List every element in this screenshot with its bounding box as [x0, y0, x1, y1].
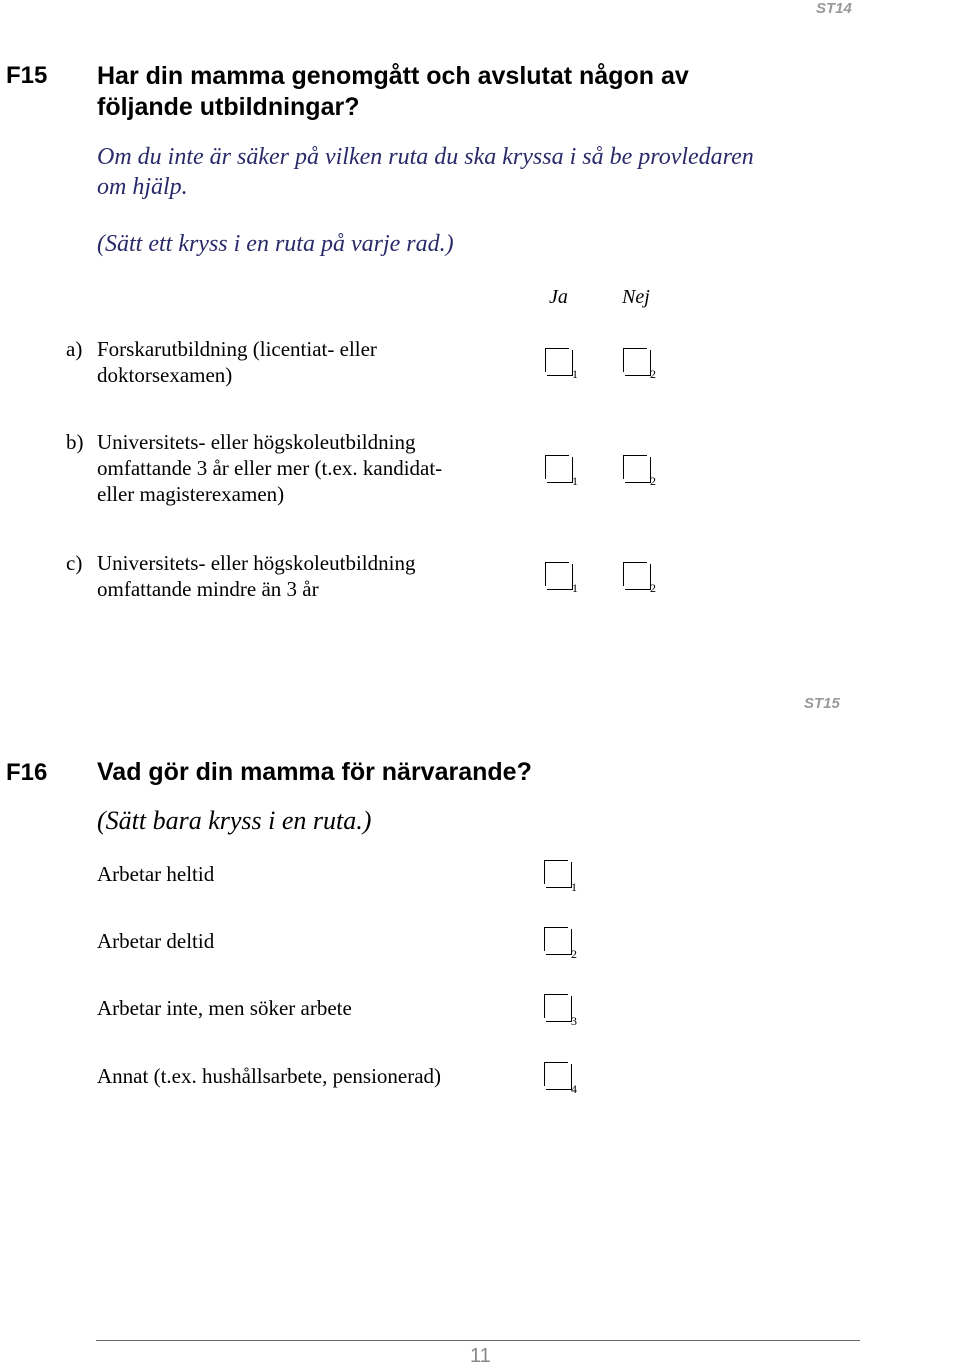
- item-line: omfattande 3 år eller mer (t.ex. kandidat-: [97, 456, 443, 480]
- option-label-1: Arbetar heltid: [97, 862, 215, 886]
- checkbox-a-no[interactable]: [623, 348, 647, 372]
- item-letter-c: c): [66, 551, 83, 575]
- option-code-4: 4: [571, 1082, 577, 1096]
- option-label-4: Annat (t.ex. hushållsarbete, pensionerad): [97, 1064, 442, 1088]
- checkbox-option-2[interactable]: [544, 927, 568, 951]
- item-line: Universitets- eller högskoleutbildning: [97, 430, 416, 454]
- instruction-f16: (Sätt bara kryss i en ruta.): [97, 806, 372, 835]
- option-code-1: 1: [571, 880, 577, 894]
- checkbox-b-yes[interactable]: [545, 455, 569, 479]
- column-header-no: Nej: [622, 286, 650, 308]
- page-code-st14: ST14: [816, 0, 852, 17]
- code-b-yes: 1: [572, 474, 578, 488]
- checkbox-a-yes[interactable]: [545, 348, 569, 372]
- help-text-f15: [97, 142, 754, 202]
- checkbox-b-no[interactable]: [623, 455, 647, 479]
- question-number-f16: F16: [6, 759, 48, 786]
- code-b-no: 2: [650, 474, 656, 488]
- help-text-line: Om du inte är säker på vilken ruta du ska kryssa i så be provledaren: [97, 144, 754, 170]
- checkbox-option-3[interactable]: [544, 994, 568, 1018]
- item-letter-b: b): [66, 430, 84, 454]
- item-text-b: [97, 429, 442, 507]
- item-line: eller magisterexamen): [97, 482, 285, 506]
- page-number: 11: [470, 1345, 491, 1367]
- column-header-yes: Ja: [549, 286, 568, 308]
- checkbox-c-yes[interactable]: [545, 562, 569, 586]
- question-title-line: följande utbildningar?: [97, 93, 360, 121]
- footer-divider: [96, 1340, 860, 1341]
- item-line: Universitets- eller högskoleutbildning: [97, 551, 416, 575]
- page-code-st15: ST15: [804, 695, 840, 712]
- option-code-3: 3: [571, 1014, 577, 1028]
- option-label-3: Arbetar inte, men söker arbete: [97, 996, 352, 1020]
- checkbox-option-4[interactable]: [544, 1062, 568, 1086]
- item-text-a: [97, 336, 377, 388]
- question-title-f15: [97, 61, 689, 123]
- code-c-yes: 1: [572, 581, 578, 595]
- code-a-yes: 1: [572, 367, 578, 381]
- help-text-line: om hjälp.: [97, 174, 188, 200]
- checkbox-option-1[interactable]: [544, 860, 568, 884]
- code-a-no: 2: [650, 367, 656, 381]
- item-line: Forskarutbildning (licentiat- eller: [97, 337, 377, 361]
- checkbox-c-no[interactable]: [623, 562, 647, 586]
- question-number-f15: F15: [6, 62, 48, 89]
- option-code-2: 2: [571, 947, 577, 961]
- item-text-c: [97, 550, 415, 602]
- item-letter-a: a): [66, 337, 83, 361]
- code-c-no: 2: [650, 581, 656, 595]
- instruction-f15: (Sätt ett kryss i en ruta på varje rad.): [97, 231, 454, 257]
- item-line: doktorsexamen): [97, 363, 233, 387]
- question-title-line: Har din mamma genomgått och avslutat någon av: [97, 62, 689, 90]
- option-label-2: Arbetar deltid: [97, 929, 215, 953]
- item-line: omfattande mindre än 3 år: [97, 577, 319, 601]
- question-title-f16: Vad gör din mamma för närvarande?: [97, 758, 532, 786]
